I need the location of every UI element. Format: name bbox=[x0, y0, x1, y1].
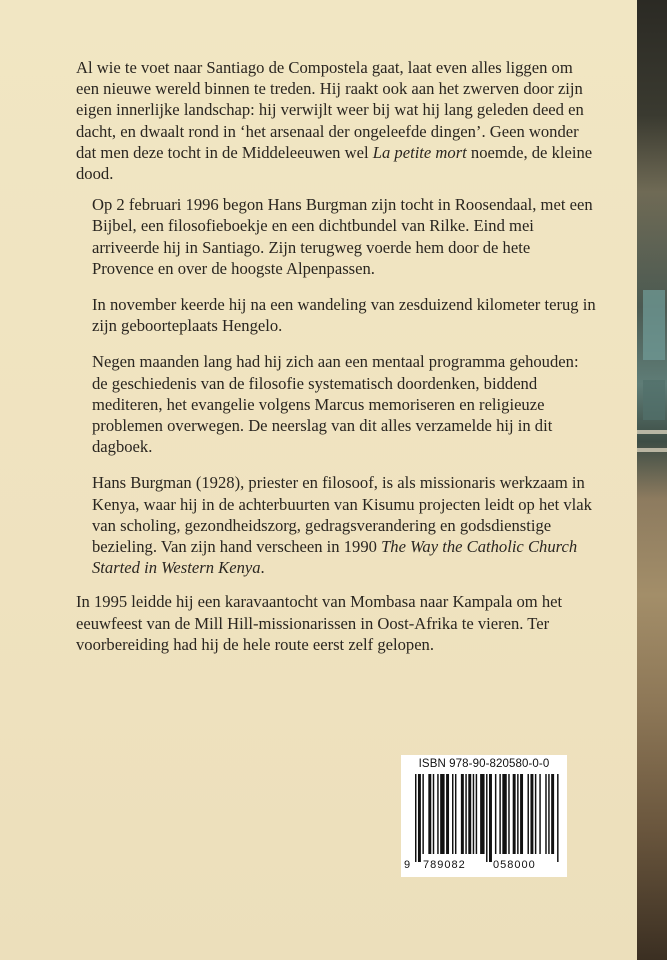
photo-band bbox=[637, 430, 667, 434]
blurb-p1-end: noemde, de kleine dood. bbox=[76, 142, 593, 184]
barcode-bar bbox=[539, 774, 540, 854]
barcode-bar bbox=[440, 774, 444, 854]
barcode-bar bbox=[468, 774, 471, 854]
barcode-bar bbox=[557, 774, 558, 862]
blurb-p5-end: . bbox=[260, 558, 265, 578]
barcode-bar bbox=[502, 774, 506, 854]
barcode-bar bbox=[520, 774, 523, 854]
isbn-barcode bbox=[401, 755, 567, 877]
barcode-bar bbox=[513, 774, 516, 854]
cover-photo-edge bbox=[637, 0, 667, 960]
blurb-p1-text: Al wie te voet naar Santiago de Compostela gaat, laat even alles liggen om een nieuwe wereld binnen te treden. Hij raakt ook aan het zwerven door zijn eigen innerlijke landschap: hij verwijlt weer bij wat hij lang geleden deed en dacht, en dwaalt rond in ‘het arsenaal der ongeleefde dingen’. Geen wonder dat men deze tocht in de Middeleeuwen wel bbox=[76, 58, 584, 162]
barcode-bar bbox=[535, 774, 536, 854]
barcode-bar bbox=[548, 774, 549, 854]
blurb-p5-text: Hans Burgman (1928), priester en filosoof, is als missionaris werkzaam in Kenya, waar hij in de achterbuurten van Kisumu projecten leidt op het vlak van scholing, gezondheidszorg, gedragsverandering en godsdienstige bezieling. Van zijn hand verscheen in 1990 bbox=[92, 473, 592, 557]
blurb-paragraph-1 bbox=[76, 57, 596, 184]
barcode-bar bbox=[422, 774, 423, 854]
photo-band bbox=[637, 448, 667, 452]
barcode-bar bbox=[418, 774, 421, 862]
barcode-digits-left: 789082 bbox=[423, 859, 466, 871]
barcode-bar bbox=[517, 774, 518, 854]
barcode-bar bbox=[499, 774, 500, 854]
photo-window-shape bbox=[643, 380, 665, 420]
barcode-bar bbox=[465, 774, 466, 854]
barcode-bar bbox=[476, 774, 477, 854]
barcode-bar bbox=[508, 774, 509, 854]
blurb-p5-italic: The Way the Catholic Church Started in Western Kenya bbox=[92, 537, 578, 578]
barcode-bar bbox=[473, 774, 474, 854]
barcode-bar bbox=[461, 774, 464, 854]
barcode-bar bbox=[486, 774, 487, 862]
blurb-paragraph-3: In november keerde hij na een wandeling van zesduizend kilometer terug in zijn geboorteplaats Hengelo. bbox=[92, 295, 596, 336]
blurb-paragraph-6: In 1995 leidde hij een karavaantocht van Mombasa naar Kampala om het eeuwfeest van de Mill Hill-missionarissen in Oost-Afrika te vieren. Ter voorbereiding had hij de hele route eerst zelf gelopen. bbox=[76, 592, 563, 654]
blurb-paragraph-2: Op 2 februari 1996 begon Hans Burgman zijn tocht in Roosendaal, met een Bijbel, een filosofieboekje en een dichtbundel van Rilke. Eind mei arriveerde hij in Santiago. Zijn terugweg voerde hem door de hete Provence en over de hoogste Alpenpassen. bbox=[92, 195, 593, 278]
barcode-bar bbox=[551, 774, 554, 854]
blurb-indented-block bbox=[76, 194, 596, 578]
barcode-digits-right: 058000 bbox=[493, 859, 536, 871]
barcode-bars bbox=[413, 774, 559, 862]
isbn-label: ISBN 978-90-820580-0-0 bbox=[418, 758, 550, 770]
barcode-bar bbox=[480, 774, 484, 854]
barcode-bar bbox=[446, 774, 449, 854]
barcode-bar bbox=[530, 774, 533, 854]
barcode-digits bbox=[401, 859, 567, 875]
barcode-bar bbox=[433, 774, 434, 854]
blurb-text bbox=[76, 57, 596, 655]
barcode-digit-first: 9 bbox=[404, 859, 411, 871]
barcode-bar bbox=[428, 774, 431, 854]
barcode-bar bbox=[452, 774, 453, 854]
blurb-p1-italic: La petite mort bbox=[372, 142, 467, 162]
barcode-bar bbox=[527, 774, 528, 854]
barcode-bar bbox=[455, 774, 456, 854]
blurb-paragraph-4: Negen maanden lang had hij zich aan een mentaal programma gehouden: de geschiedenis van de filosofie systematisch doordenken, biddend mediteren, het evangelie volgens Marcus memoriseren en religieuze problemen overwegen. De neerslag van dit alles verzamelde hij in dit dagboek. bbox=[92, 352, 579, 457]
barcode-bar bbox=[415, 774, 416, 862]
barcode-bar bbox=[545, 774, 546, 854]
barcode-bar bbox=[489, 774, 492, 862]
barcode-bar bbox=[495, 774, 496, 854]
blurb-paragraph-5 bbox=[92, 472, 596, 578]
photo-window-shape bbox=[643, 290, 665, 360]
barcode-bar bbox=[437, 774, 438, 854]
